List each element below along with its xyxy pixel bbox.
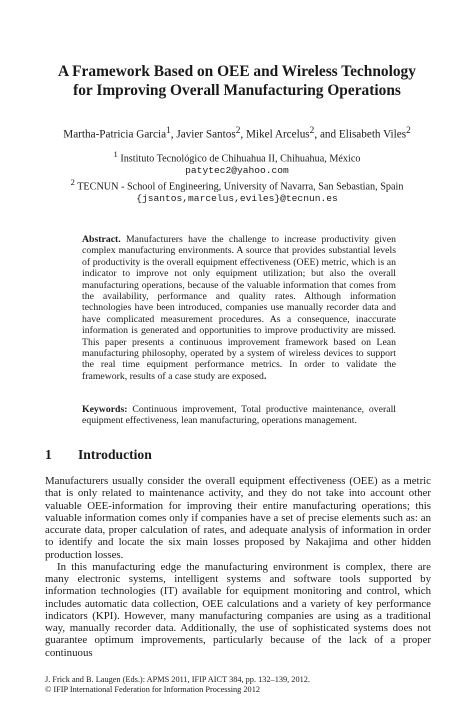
keywords-label: Keywords: bbox=[82, 404, 128, 415]
section-heading bbox=[45, 447, 152, 463]
abstract-text: Manufacturers have the challenge to increase productivity given complex manufacturing environments. A source that provides substantial levels of productivity is the overall equipment effectiveness (OEE) metric, which is an indicator to improve not only equipment utilization; but also the overall manufacturing operations, because of the valuable information that comes from the availability, performance and quality rates. Although information technologies have been introduced, companies use manually recorder data and have complicated measurement procedures. As a consequence, inaccurate information is generated and opportunities to improve productivity are missed. This paper presents a continuous improvement framework based on Lean manufacturing philosophy, operated by a system of wireless devices to support the real time equipment performance metrics. In order to validate the framework, results of a case study are exposed bbox=[82, 234, 397, 382]
page-footer bbox=[45, 675, 445, 696]
author-affiliation-mark: 2 bbox=[406, 126, 411, 136]
body-paragraph: In this manufacturing edge the manufacturing environment is complex, there are many electronic systems, intelligent systems and software tools supported by information technologies (IT) available for equipment monitoring and control, which includes automatic data collection, OEE calculations and a variety of key performance indicators (KPI). However, many manufacturing companies are using as a traditional way, manually recorder data. Additionally, the use of sophisticated systems does not guarantee optimum improvements, particularly because of the lack of a proper continuous bbox=[45, 560, 431, 659]
author-separator: , bbox=[170, 128, 177, 141]
paper-title bbox=[30, 62, 444, 100]
section-title: Introduction bbox=[78, 447, 152, 462]
author-separator: , and bbox=[314, 128, 339, 141]
affiliation-mark: 2 bbox=[70, 176, 75, 187]
author-affiliation-mark: 2 bbox=[309, 126, 315, 136]
author-separator: , bbox=[240, 128, 246, 141]
author-affiliation-mark: 1 bbox=[166, 126, 171, 136]
footer-copyright: © IFIP International Federation for Information Processing 2012 bbox=[45, 685, 260, 695]
abstract-end-mark: . bbox=[263, 370, 267, 382]
body-paragraph: Manufacturers usually consider the overall equipment effectiveness (OEE) as a metric that is only related to maintenance activity, and they do not take into account other valuable OEE-information for improving their entire manufacturing operations; this valuable information comes only if companies have a set of precise elements such as: an accurate data, proper calculation of rates, and adequate analysis of information in order to identify and locate the six main losses proposed by Nakajima and other hidden production losses. bbox=[45, 475, 431, 561]
section-body bbox=[45, 475, 431, 659]
affiliation-email: {jsantos,marcelus,eviles}@tecnun.es bbox=[136, 192, 338, 204]
keywords-text: Continuous improvement, Total productive maintenance, overall equipment effectiveness, lean manufacturing, operations management. bbox=[82, 404, 397, 427]
affiliation-name: TECNUN - School of Engineering, University of Navarra, San Sebastian, Spain bbox=[77, 180, 404, 192]
author-name: Martha-Patricia Garcia bbox=[63, 128, 167, 141]
footer-citation: J. Frick and B. Laugen (Eds.): APMS 2011, IFIP AICT 384, pp. 132–139, 2012. bbox=[45, 675, 310, 684]
author-list bbox=[20, 124, 454, 142]
affiliation bbox=[20, 177, 454, 193]
author-name: Elisabeth Viles bbox=[338, 128, 407, 141]
affiliation-list bbox=[20, 149, 454, 204]
author-name: Javier Santos bbox=[176, 128, 236, 141]
section-number: 1 bbox=[45, 447, 52, 462]
abstract bbox=[82, 234, 396, 382]
affiliation-email: patytec2@yahoo.com bbox=[185, 164, 289, 176]
affiliation-name: Instituto Tecnológico de Chihuahua II, Chihuahua, México bbox=[120, 153, 361, 165]
keywords bbox=[82, 404, 396, 427]
author-name: Mikel Arcelus bbox=[245, 128, 310, 141]
title-line-2: for Improving Overall Manufacturing Operations bbox=[73, 82, 401, 99]
abstract-label: Abstract. bbox=[82, 234, 121, 245]
author-affiliation-mark: 2 bbox=[235, 126, 241, 136]
affiliation-mark: 1 bbox=[113, 149, 118, 159]
title-line-1: A Framework Based on OEE and Wireless Technology bbox=[58, 63, 416, 80]
affiliation bbox=[20, 149, 454, 165]
